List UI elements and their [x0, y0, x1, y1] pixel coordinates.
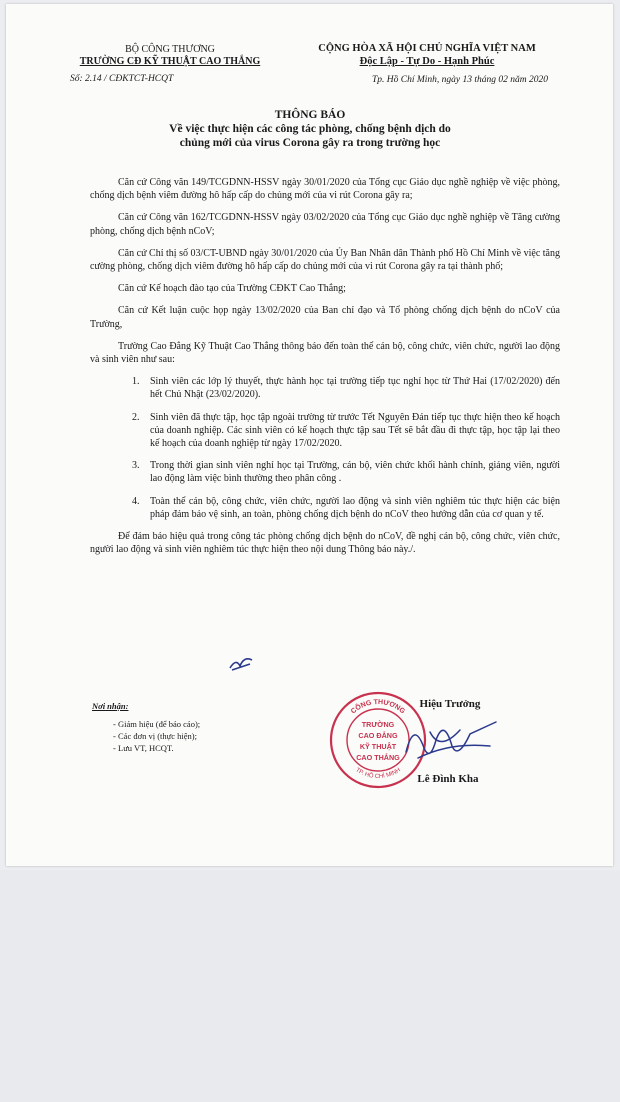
national-motto: Độc Lập - Tự Do - Hạnh Phúc: [359, 56, 495, 67]
ministry-name: BỘ CÔNG THƯƠNG: [125, 44, 215, 55]
signatory-title: Hiệu Trưởng: [419, 698, 481, 710]
recipients-title: Nơi nhận:: [92, 701, 129, 711]
recipient-item: - Lưu VT, HCQT.: [118, 742, 312, 754]
signatory-name: Lê Đình Kha: [417, 773, 479, 785]
document-body: [90, 176, 560, 565]
paragraph: Căn cứ Công văn 162/TCGDNN-HSSV ngày 03/02/2020 của Tổng cục Giáo dục nghề nghiệp về Tăng cường phòng, chống dịch bệnh nCoV;: [90, 212, 560, 237]
closing-paragraph: Để đảm bảo hiệu quả trong công tác phòng chống dịch bệnh do nCoV, đề nghị cán bộ, công chức, viên chức, người lao động và sinh viên nghiêm túc thực hiện theo nội dung Thông báo này./.: [90, 531, 560, 556]
school-name: TRƯỜNG CĐ KỸ THUẬT CAO THẮNG: [79, 56, 261, 67]
recipients-block: [92, 700, 312, 754]
document-title: [80, 108, 540, 150]
paragraph: Căn cứ Chỉ thị số 03/CT-UBND ngày 30/01/2020 của Ủy Ban Nhân dân Thành phố Hồ Chí Minh về việc tăng cường phòng, chống dịch viêm đường hô hấp cấp do chủng mới của vi rút Corona gây ra tại thành phố;: [90, 247, 560, 273]
title-main: THÔNG BÁO: [274, 109, 346, 121]
paragraph: Trường Cao Đẳng Kỹ Thuật Cao Thắng thông báo đến toàn thể cán bộ, công chức, viên chức, người lao động và sinh viên như sau:: [90, 340, 560, 366]
paragraph: Căn cứ Kết luận cuộc họp ngày 13/02/2020 của Ban chỉ đạo và Tổ phòng chống dịch bệnh do nCoV của Trường,: [90, 305, 560, 330]
handwritten-signature: [400, 712, 500, 770]
stamp-line-3: KỸ THUẬT: [359, 742, 397, 751]
stamp-ring-top: CÔNG THƯƠNG: [349, 698, 407, 716]
stamp-line-1: TRƯỜNG: [361, 720, 395, 729]
paragraph: Căn cứ Kế hoạch đào tạo của Trường CĐKT Cao Thắng;: [118, 283, 346, 295]
recipient-item: - Các đơn vị (thực hiện);: [118, 730, 312, 742]
list-item: 2. Sinh viên đã thực tập, học tập ngoài trường từ trước Tết Nguyên Đán tiếp tục thực hiện theo kế hoạch của doanh nghiệp. Các sinh viên có kế hoạch thực tập sau Tết sẽ bắt đầu đi thực tập, học tập lại theo kế hoạch của doanh nghiệp từ ngày 17/02/2020.: [142, 411, 560, 451]
stamp-line-2: CAO ĐẲNG: [358, 731, 398, 740]
stamp-ring-bottom: TP. HỒ CHÍ MINH: [354, 767, 402, 781]
stamp-line-4: CAO THẮNG: [356, 753, 400, 762]
list-item: 3. Trong thời gian sinh viên nghỉ học tại Trường, cán bộ, viên chức khối hành chính, giảng viên, người lao động làm việc bình thường theo phân công .: [142, 459, 560, 485]
header-right: [292, 42, 562, 87]
country-name: CỘNG HÒA XÃ HỘI CHỦ NGHĨA VIỆT NAM: [318, 43, 536, 54]
recipients-list: [92, 718, 312, 754]
header-left: [70, 44, 270, 85]
recipient-item: - Giám hiệu (để báo cáo);: [118, 718, 312, 730]
viewer-background: [0, 870, 620, 1102]
numbered-list: [90, 375, 560, 521]
paragraph: Căn cứ Công văn 149/TCGDNN-HSSV ngày 30/01/2020 của Tổng cục Giáo dục nghề nghiệp về việc phòng, chống dịch bệnh viêm đường hô hấp cấp do chủng mới của vi rút Corona gây ra;: [90, 177, 560, 202]
title-line-2: chủng mới của virus Corona gây ra trong trường học: [179, 137, 441, 149]
title-line-1: Về việc thực hiện các công tác phòng, chống bệnh dịch do: [169, 123, 451, 135]
list-item: 1. Sinh viên các lớp lý thuyết, thực hành học tại trường tiếp tục nghỉ học từ Thứ Hai (17/02/2020) đến hết Chủ Nhật (23/02/2020).: [142, 375, 560, 401]
reference-number: Số: 2.14 / CĐKTCT-HCQT: [70, 74, 174, 84]
list-item: 4. Toàn thể cán bộ, công chức, viên chức, người lao động và sinh viên nghiêm túc thực hiện các biện pháp đảm bảo vệ sinh, an toàn, phòng chống dịch bệnh do nCoV theo hướng dẫn của cơ quan y tế.: [142, 495, 560, 521]
initial-mark-icon: [228, 654, 254, 672]
document-date: Tp. Hồ Chí Minh, ngày 13 tháng 02 năm 2020: [371, 75, 548, 85]
